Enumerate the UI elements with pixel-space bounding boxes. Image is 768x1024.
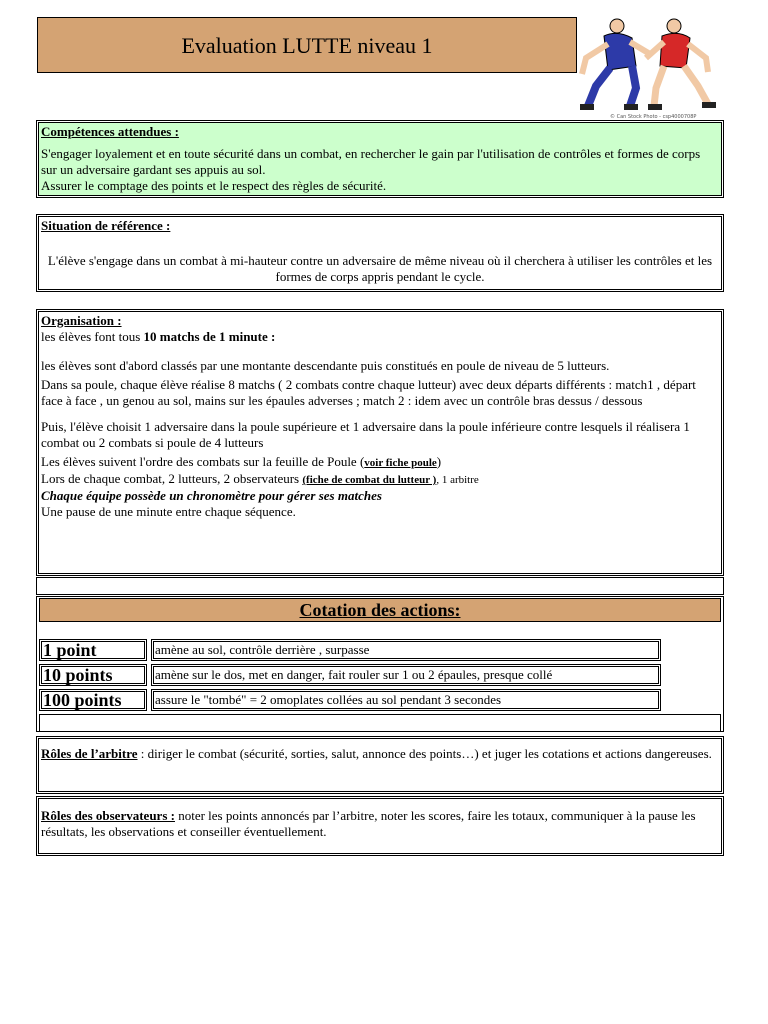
organisation-section — [36, 309, 724, 576]
blue-wrestler-figure — [580, 19, 650, 110]
separator-row — [39, 714, 721, 732]
voir-fiche-poule-link[interactable]: voir fiche poule — [364, 457, 437, 469]
organisation-p2: Dans sa poule, chaque élève réalise 8 matchs ( 2 combats contre chaque lutteur) avec deux départs différents : match1 , départ face à face , un genou au sol, mains sur les épaules adverses ; match 2 : idem avec un contrôle bras dessus / dessous — [41, 377, 696, 408]
points-description: amène sur le dos, met en danger, fait rouler sur 1 ou 2 épaules, presque collé — [151, 664, 661, 686]
competences-line2: Assurer le comptage des points et le respect des règles de sécurité. — [41, 178, 387, 193]
points-value: 100 points — [39, 689, 147, 711]
title-banner — [37, 17, 577, 73]
points-description: amène au sol, contrôle derrière , surpasse — [151, 639, 661, 661]
points-value: 1 point — [39, 639, 147, 661]
observateurs-section — [36, 796, 724, 856]
organisation-intro: les élèves font tous 10 matchs de 1 minute : — [41, 329, 276, 344]
cotation-section — [36, 596, 724, 732]
arbitre-label: Rôles de l’arbitre — [41, 746, 138, 761]
competences-label: Compétences attendues : — [41, 124, 179, 139]
red-wrestler-figure — [646, 19, 716, 110]
organisation-label: Organisation : — [41, 313, 122, 328]
organisation-p1: les élèves sont d'abord classés par une montante descendante puis constitués en poule de niveau de 5 lutteurs. — [41, 358, 610, 373]
cotation-title: Cotation des actions: — [39, 598, 721, 622]
points-description: assure le "tombé" = 2 omoplates collées au sol pendant 3 secondes — [151, 689, 661, 711]
situation-text: L'élève s'engage dans un combat à mi-hauteur contre un adversaire de même niveau où il cherchera à utiliser les contrôles et les formes de corps appris pendant le cycle. — [47, 253, 713, 284]
points-value: 10 points — [39, 664, 147, 686]
separator-row — [36, 577, 724, 595]
competences-line1: S'engager loyalement et en toute sécurité dans un combat, en rechercher le gain par l'utilisation de contrôles et formes de corps sur un adversaire gardant ses appuis au sol. — [41, 146, 701, 177]
situation-section — [36, 214, 724, 292]
image-credit: © Can Stock Photo - csp4000708P — [610, 114, 697, 120]
arbitre-text: Rôles de l’arbitre : diriger le combat (sécurité, sorties, salut, annonce des points…) et juger les cotations et actions dangereuses. — [41, 746, 712, 761]
organisation-p3: Puis, l'élève choisit 1 adversaire dans la poule supérieure et 1 adversaire dans la poule inférieure contre lesquels il réalisera 1 combat ou 2 combats si poule de 4 lutteurs — [41, 419, 690, 450]
fiche-combat-link[interactable]: (fiche de combat du lutteur ) — [302, 474, 437, 486]
organisation-p4: Les élèves suivent l'ordre des combats sur la feuille de Poule (voir fiche poule) — [41, 454, 442, 469]
wrestlers-illustration — [574, 14, 724, 120]
situation-label: Situation de référence : — [41, 218, 171, 233]
organisation-p6: Chaque équipe possède un chronomètre pour gérer ses matches — [41, 488, 382, 503]
competences-section — [36, 120, 724, 198]
observateurs-text: Rôles des observateurs : noter les points annoncés par l’arbitre, noter les scores, faire les totaux, communiquer à la pause les résultats, les observations et conseiller éventuellement. — [41, 808, 696, 839]
observateurs-label: Rôles des observateurs : — [41, 808, 175, 823]
organisation-intro-bold: 10 matchs de 1 minute : — [143, 329, 276, 344]
organisation-p5: Lors de chaque combat, 2 lutteurs, 2 observateurs (fiche de combat du lutteur ), 1 arbitre — [41, 471, 479, 486]
page-title: Evaluation LUTTE niveau 1 — [181, 33, 433, 58]
arbitre-section — [36, 736, 724, 794]
organisation-p7: Une pause de une minute entre chaque séquence. — [41, 504, 296, 519]
